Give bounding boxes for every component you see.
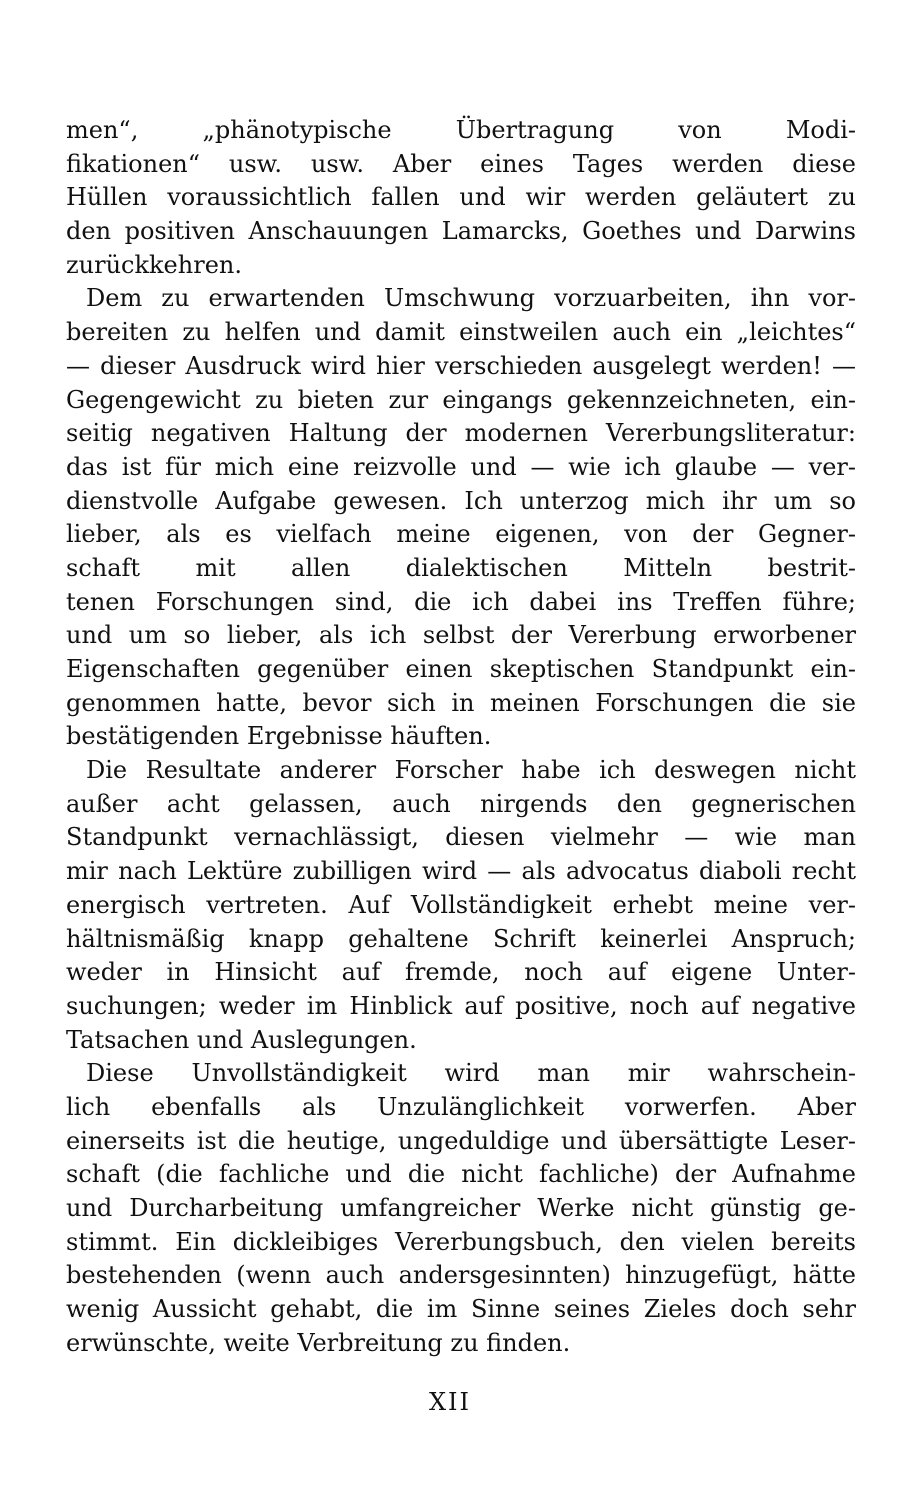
text-line: und Durcharbeitung umfangreicher Werke nicht günstig ge- [66, 1194, 856, 1222]
text-line: wenig Aussicht gehabt, die im Sinne seines Zieles doch sehr [66, 1295, 856, 1324]
text-line: Dem zu erwartenden Umschwung vorzuarbeiten, ihn vor- [86, 284, 856, 313]
text-line: Eigenschaften gegenüber einen skeptischen Standpunkt ein- [66, 655, 856, 683]
text-line: men“, „phänotypische Übertragung von Modi- [66, 116, 856, 144]
text-line: weder in Hinsicht auf fremde, noch auf eigene Unter- [66, 958, 856, 987]
text-line: außer acht gelassen, auch nirgends den gegnerischen [66, 789, 856, 818]
text-line: Gegengewicht zu bieten zur eingangs gekennzeichneten, ein- [66, 385, 856, 414]
text-line: dienstvolle Aufgabe gewesen. Ich unterzog mich ihr um so [66, 486, 856, 515]
text-line: Tatsachen und Auslegungen. [66, 1025, 417, 1054]
text-line: bestehenden (wenn auch andersgesinnten) hinzugefügt, hätte [66, 1261, 856, 1290]
text-line: fikationen“ usw. usw. Aber eines Tages werden diese [66, 149, 856, 178]
text-line: Standpunkt vernachlässigt, diesen vielmehr — wie man [66, 823, 856, 852]
text-line: mir nach Lektüre zubilligen wird — als advocatus diaboli recht [66, 857, 856, 886]
text-line: schaft (die fachliche und die nicht fachliche) der Aufnahme [66, 1160, 856, 1189]
text-line: erwünschte, weite Verbreitung zu finden. [66, 1328, 571, 1357]
text-line: bestätigenden Ergebnisse häuften. [66, 722, 492, 751]
text-line: genommen hatte, bevor sich in meinen Forschungen die sie [66, 688, 856, 717]
text-line: hältnismäßig knapp gehaltene Schrift keinerlei Anspruch; [66, 924, 856, 953]
text-line: energisch vertreten. Auf Vollständigkeit erhebt meine ver- [66, 890, 856, 919]
text-line: tenen Forschungen sind, die ich dabei ins Treffen führe; [66, 587, 856, 616]
text-line: zurückkehren. [66, 250, 242, 279]
text-line: Die Resultate anderer Forscher habe ich deswegen nicht [86, 756, 856, 785]
text-line: lieber, als es vielfach meine eigenen, von der Gegner- [66, 520, 856, 549]
text-line: bereiten zu helfen und damit einstweilen auch ein „leichtes“ [66, 318, 856, 347]
text-line: und um so lieber, als ich selbst der Vererbung erworbener [66, 621, 856, 650]
text-line: — dieser Ausdruck wird hier verschieden ausgelegt werden! — [66, 351, 856, 380]
text-line: Diese Unvollständigkeit wird man mir wahrschein- [86, 1059, 856, 1088]
page-number: XII [428, 1388, 472, 1416]
text-line: lich ebenfalls als Unzulänglichkeit vorwerfen. Aber [66, 1092, 856, 1121]
text-line: einerseits ist die heutige, ungeduldige und übersättigte Leser- [66, 1126, 856, 1155]
text-line: schaft mit allen dialektischen Mitteln bestrit- [66, 553, 856, 582]
text-line: seitig negativen Haltung der modernen Vererbungsliteratur: [66, 419, 856, 448]
text-line: suchungen; weder im Hinblick auf positive, noch auf negative [66, 991, 856, 1020]
text-line: den positiven Anschauungen Lamarcks, Goethes und Darwins [66, 217, 856, 246]
text-line: das ist für mich eine reizvolle und — wie ich glaube — ver- [66, 452, 856, 481]
text-line: Hüllen voraussichtlich fallen und wir werden geläutert zu [66, 183, 856, 212]
text-line: stimmt. Ein dickleibiges Vererbungsbuch, den vielen bereits [66, 1227, 856, 1256]
page-text [66, 114, 856, 1360]
